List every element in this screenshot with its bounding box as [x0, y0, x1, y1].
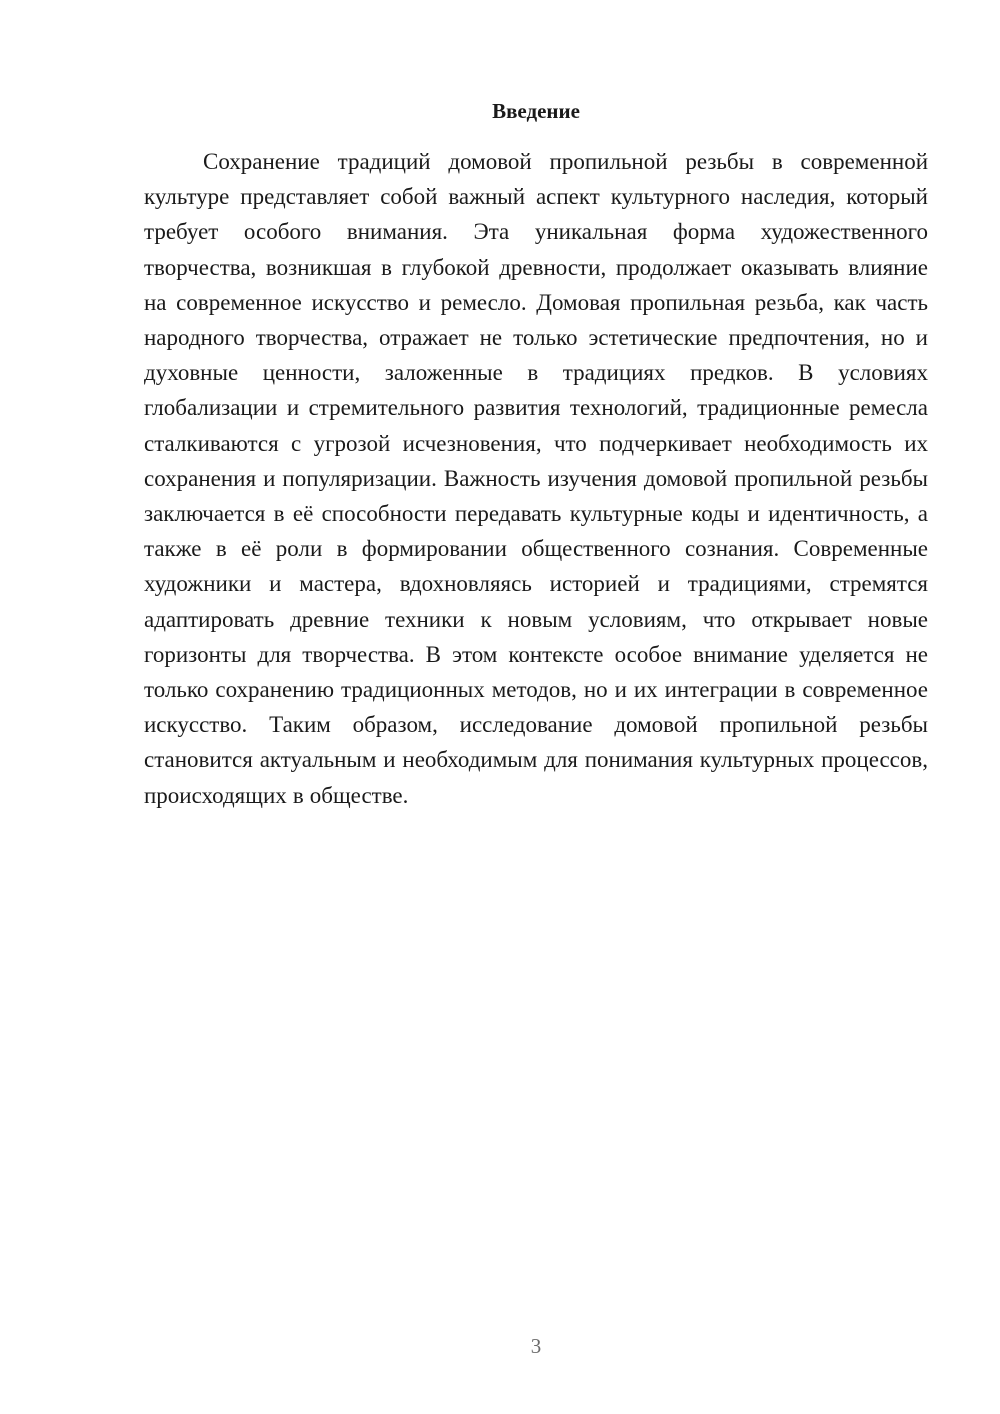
section-heading: Введение: [492, 99, 580, 123]
page-number: 3: [530, 1334, 542, 1358]
body-paragraph: Сохранение традиций домовой пропильной резьбы в современной культуре представляет собой важный аспект культурного наследия, который требует особого внимания. Эта уникальная форма художественного творчества, возникшая в глубокой древности, продолжает оказывать влияние на современное искусство и ремесло. Домовая пропильная резьба, как часть народного творчества, отражает не только эстетические предпочтения, но и духовные ценности, заложенные в традициях предков. В условиях глобализации и стремительного развития технологий, традиционные ремесла сталкиваются с угрозой исчезновения, что подчеркивает необходимость их сохранения и популяризации. Важность изучения домовой пропильной резьбы заключается в её способности передавать культурные коды и идентичность, а также в её роли в формировании общественного сознания. Современные художники и мастера, вдохновляясь историей и традициями, стремятся адаптировать древние техники к новым условиям, что открывает новые горизонты для творчества. В этом контексте особое внимание уделяется не только сохранению традиционных методов, но и их интеграции в современное искусство. Таким образом, исследование домовой пропильной резьбы становится актуальным и необходимым для понимания культурных процессов, происходящих в обществе.: [144, 149, 928, 808]
